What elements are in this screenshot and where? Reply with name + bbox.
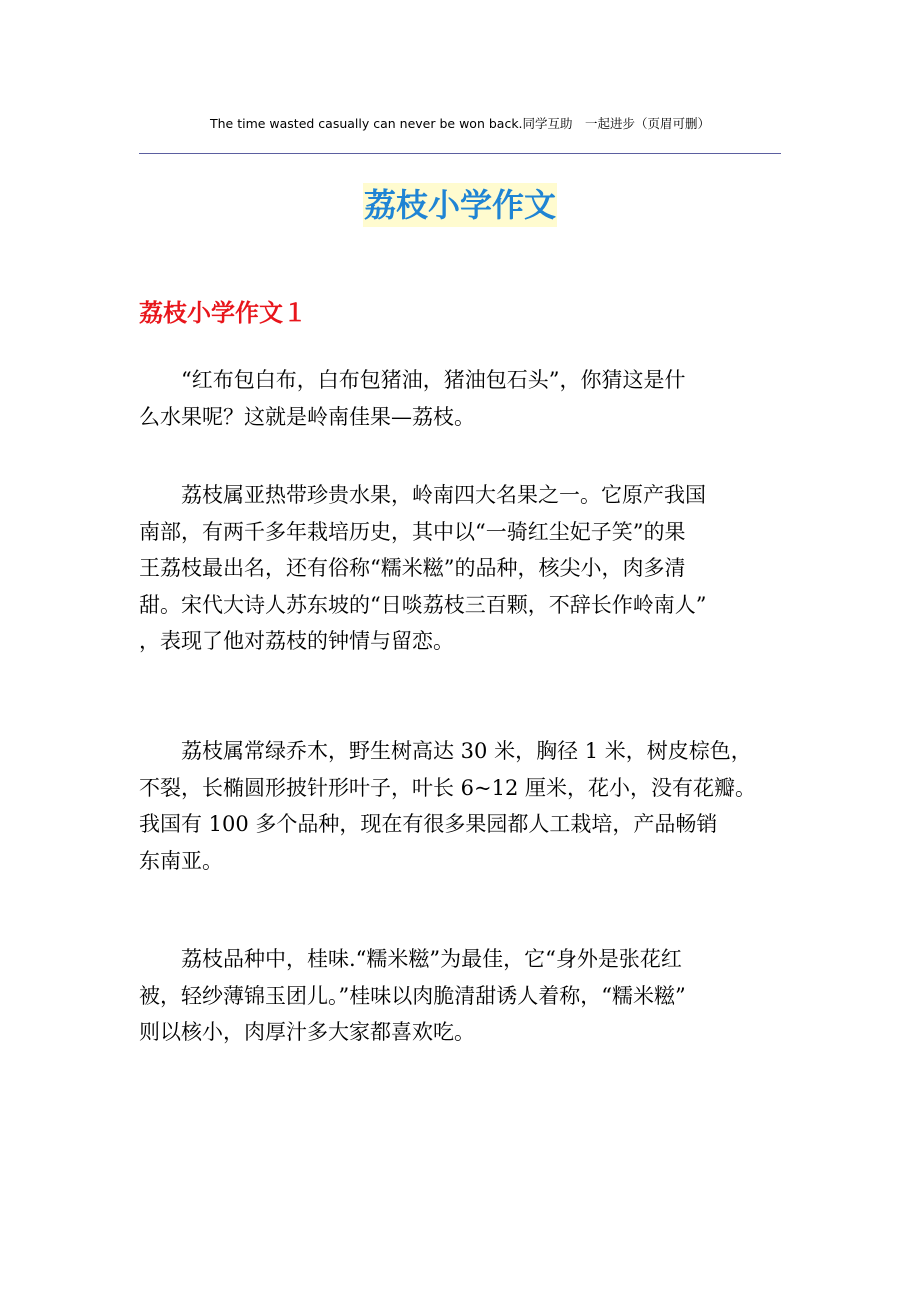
paragraph-tree-description: 荔枝属常绿乔木，野生树高达 30 米，胸径 1 米，树皮棕色， 不裂，长椭圆形披针形叶子，叶长 6~12 厘米，花小，没有花瓣。 我国有 100 多个品种，现在有很多果园都人工栽培，产品畅销 东南亚。: [139, 739, 757, 873]
section-heading: 荔枝小学作文１: [139, 298, 307, 327]
page-header: The time wasted casually can never be won back.同学互助 一起进步（页眉可删）: [209, 116, 711, 131]
document-title: 荔枝小学作文: [363, 183, 557, 227]
paragraph-riddle: “红布包白布，白布包猪油，猪油包石头”，你猜这是什 么水果呢？这就是岭南佳果—荔枝。: [139, 368, 686, 429]
paragraph-origin: 荔枝属亚热带珍贵水果，岭南四大名果之一。它原产我国 南部，有两千多年栽培历史，其中以“一骑红尘妃子笑”的果 王荔枝最出名，还有俗称“糯米糍”的品种，核尖小，肉多清 甜。宋代大诗人苏东坡的“日啖荔枝三百颗，不辞长作岭南人” ，表现了他对荔枝的钟情与留恋。: [139, 483, 707, 653]
header-divider: [139, 153, 781, 154]
paragraph-varieties: 荔枝品种中，桂味.“糯米糍”为最佳，它“身外是张花红 被，轻纱薄锦玉团儿。”桂味以肉脆清甜诱人着称，“糯米糍” 则以核小，肉厚汁多大家都喜欢吃。: [139, 947, 686, 1044]
title-container: [0, 183, 920, 227]
